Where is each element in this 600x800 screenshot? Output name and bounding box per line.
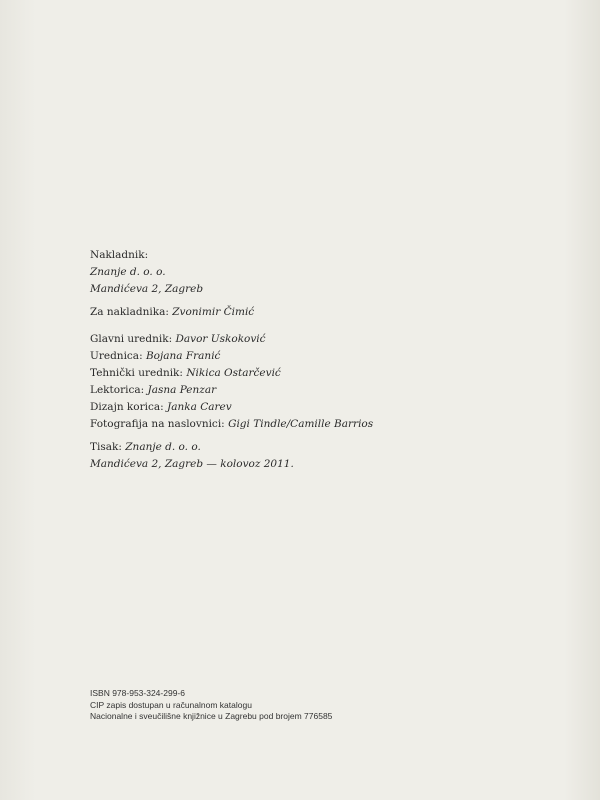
credit-line	[90, 399, 530, 416]
isbn: ISBN 978-953-324-299-6	[90, 688, 185, 698]
print-label: Tisak:	[90, 441, 122, 453]
for-publisher-value: Zvonimir Čimić	[172, 306, 255, 318]
credit-label: Fotografija na naslovnici:	[90, 418, 225, 430]
credit-value: Nikica Ostarčević	[186, 367, 281, 379]
for-publisher-label: Za nakladnika:	[90, 306, 169, 318]
print-line	[90, 439, 530, 456]
credit-line	[90, 382, 530, 399]
cip-line-1: CIP zapis dostupan u računalnom katalogu	[90, 699, 252, 710]
colophon	[90, 247, 530, 473]
publisher-label: Nakladnik:	[90, 249, 149, 261]
publisher-address: Mandićeva 2, Zagreb	[90, 283, 204, 295]
credit-value: Janka Carev	[167, 401, 232, 413]
credit-label: Glavni urednik:	[90, 333, 173, 345]
credit-value: Bojana Franić	[145, 350, 221, 362]
print-value: Znanje d. o. o.	[125, 441, 201, 453]
credit-label: Tehnički urednik:	[90, 367, 183, 379]
credit-value: Gigi Tindle/Camille Barrios	[228, 418, 374, 430]
for-publisher-line	[90, 304, 530, 321]
cip-block	[90, 688, 530, 723]
publisher-name: Znanje d. o. o.	[90, 266, 166, 278]
print-address: Mandićeva 2, Zagreb — kolovoz 2011.	[90, 458, 294, 470]
credit-value: Jasna Penzar	[147, 384, 217, 396]
cip-line-2: Nacionalne i sveučilišne knjižnice u Zagrebu pod brojem 776585	[90, 711, 333, 721]
credit-label: Dizajn korica:	[90, 401, 164, 413]
credit-label: Lektorica:	[90, 384, 145, 396]
credit-line	[90, 365, 530, 382]
credit-label: Urednica:	[90, 350, 143, 362]
credit-line	[90, 416, 530, 433]
credit-line	[90, 331, 530, 348]
credit-value: Davor Uskoković	[175, 333, 266, 345]
credit-line	[90, 348, 530, 365]
